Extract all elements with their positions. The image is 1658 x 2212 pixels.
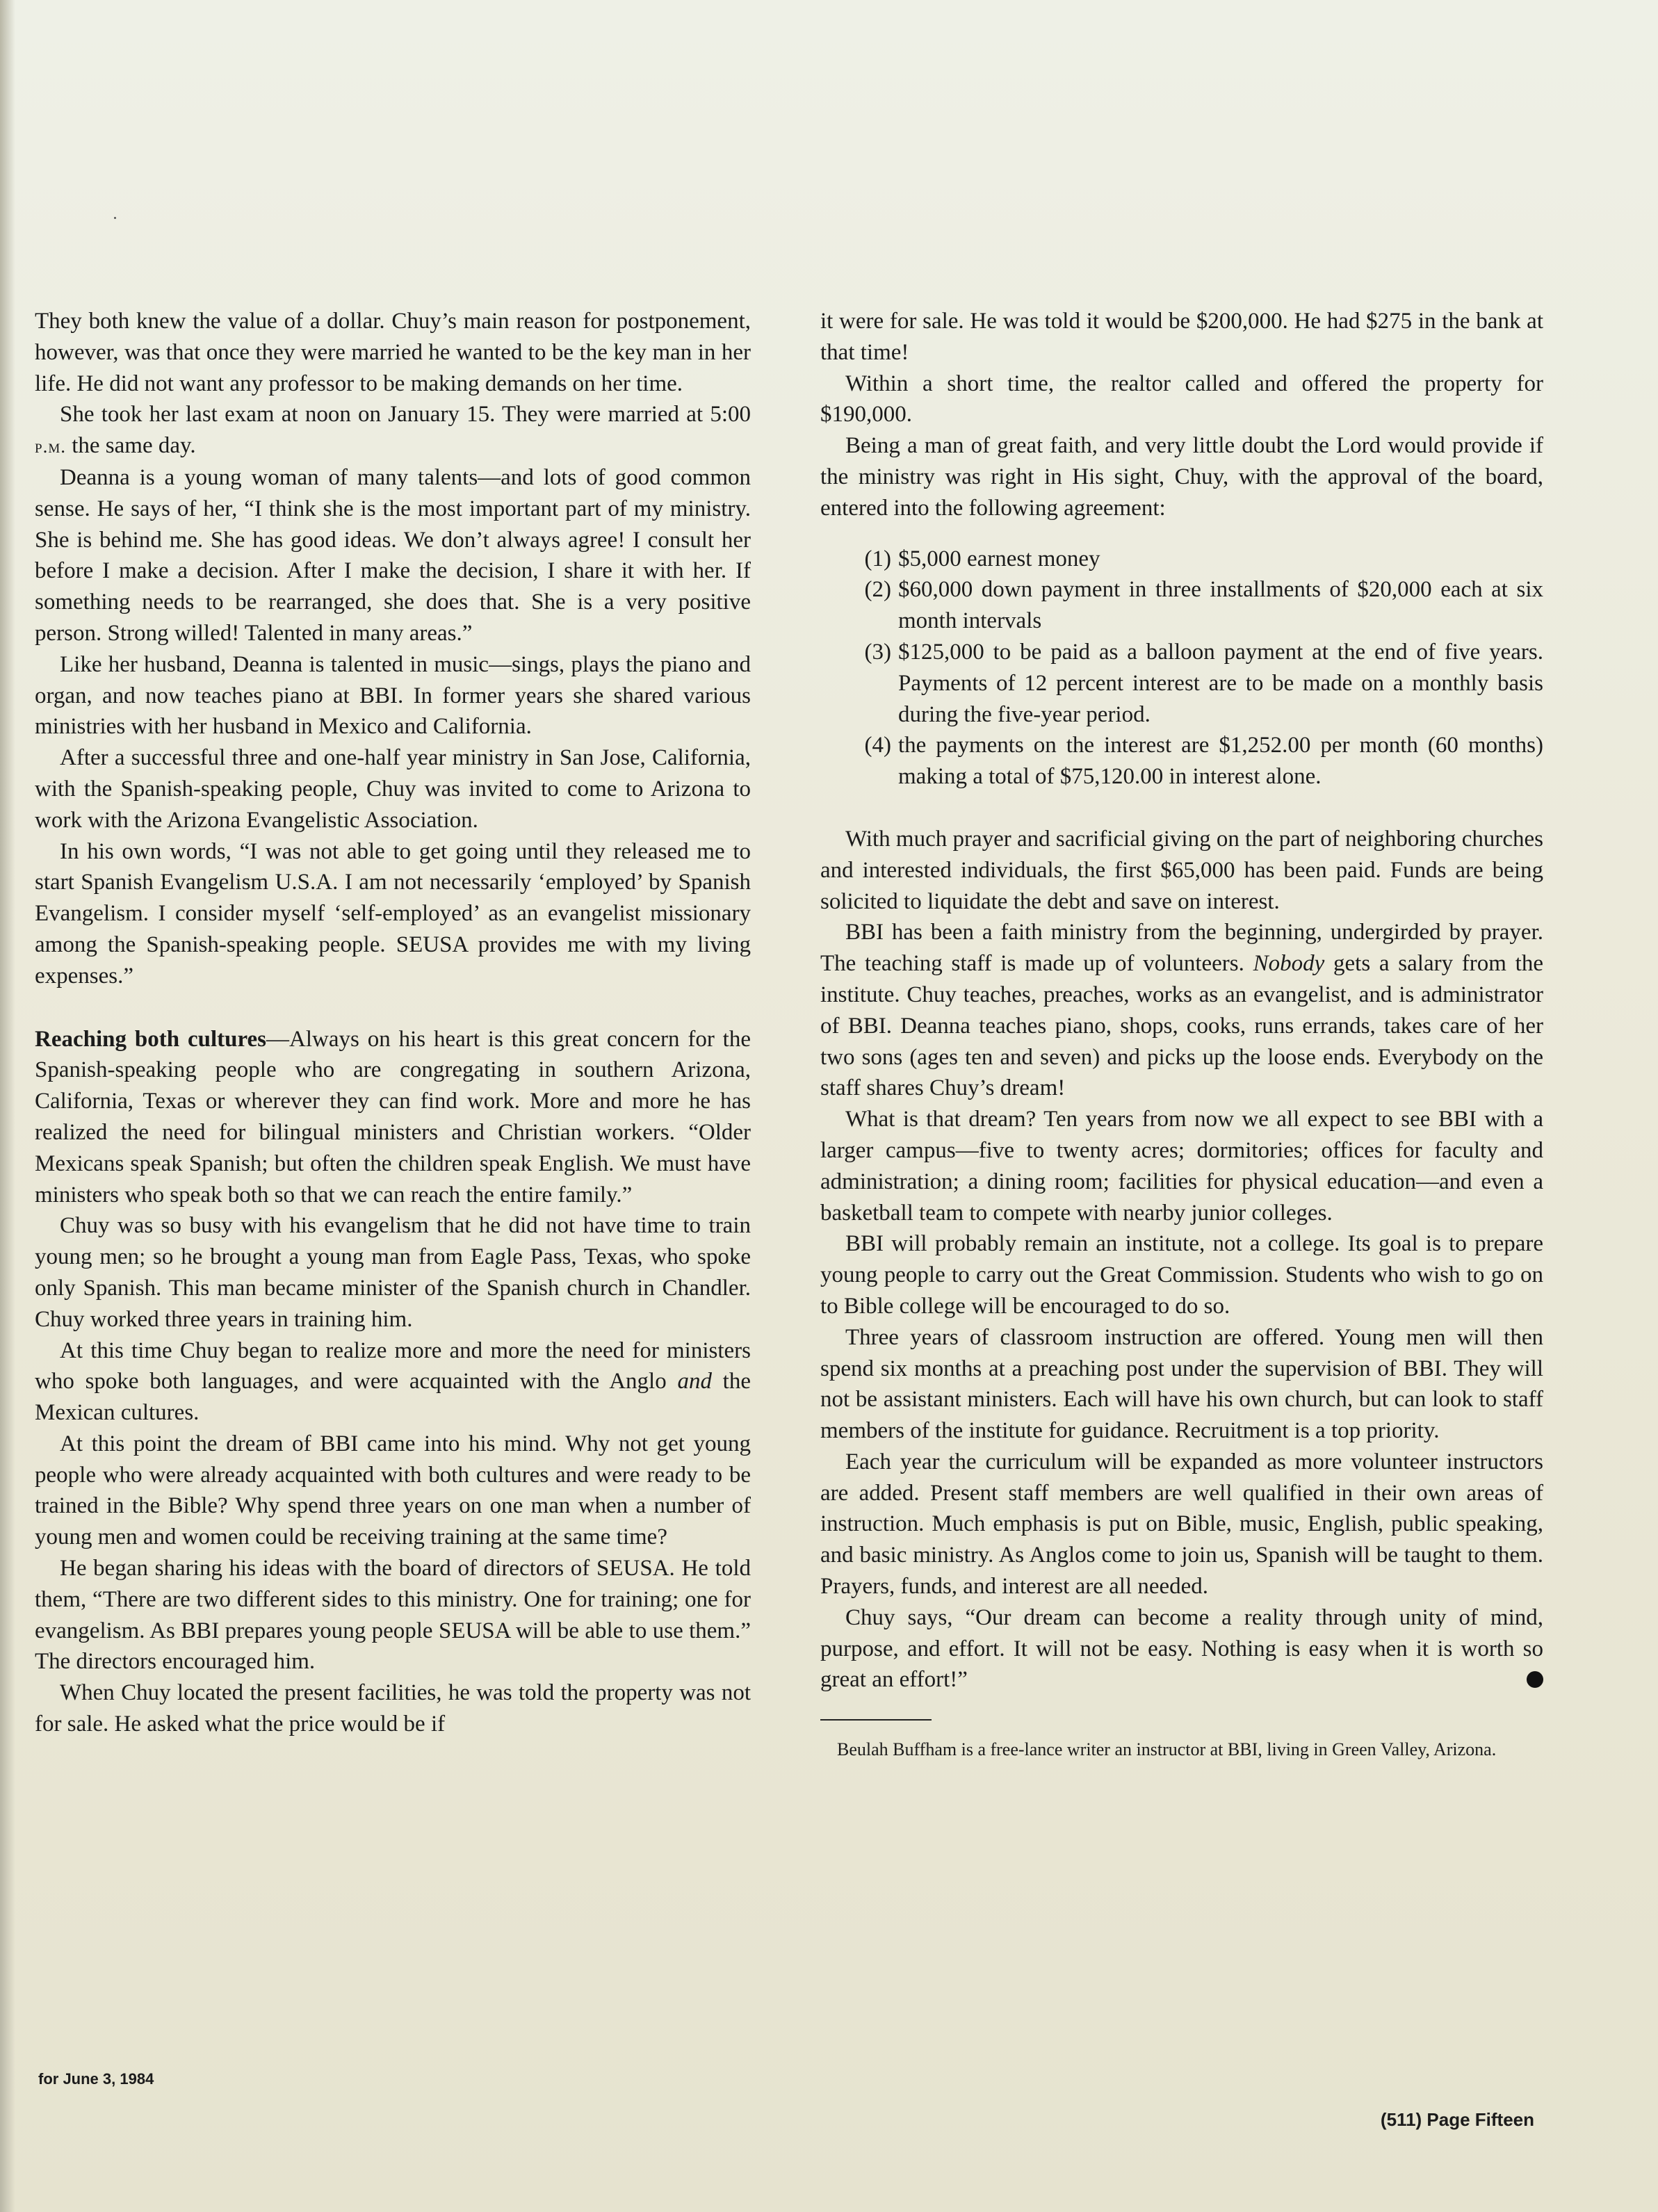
paragraph: She took her last exam at noon on January 15. They were married at 5:00 p.m. the same day.: [35, 402, 751, 459]
paragraph: BBI will probably remain an institute, not a college. Its goal is to prepare young people to carry out the Great Commission. Students who wish to go on to Bible college will be encouraged to do so.: [820, 1231, 1543, 1319]
paragraph: Chuy was so busy with his evangelism that he did not have time to train young men; so he brought a young man from Eagle Pass, Texas, who spoke only Spanish. This man became minister of the Spanish church in Chandler. Chuy worked three years in training him.: [35, 1213, 751, 1332]
page-number: (511) Page Fifteen: [1380, 2109, 1534, 2130]
paragraph: Chuy says, “Our dream can become a reality through unity of mind, purpose, and effort. It will not be easy. Nothing is easy when it is worth so great an effort!”: [820, 1604, 1543, 1693]
list-item: (4) the payments on the interest are $1,252.00 per month (60 months) making a total of $75,120.00 in interest alone.: [864, 733, 1543, 790]
footnote-rule: [820, 1719, 932, 1721]
spacer: [820, 792, 1543, 824]
paragraph: it were for sale. He was told it would be $200,000. He had $275 in the bank at that time!: [820, 309, 1543, 365]
paragraph: After a successful three and one-half year ministry in San Jose, California, with the Spanish-speaking people, Chuy was invited to come to Arizona to work with the Arizona Evangelistic Association.: [35, 745, 751, 833]
paragraph: Each year the curriculum will be expanded as more volunteer instructors are added. Present staff members are well qualified in their own areas of instruction. Much emphasis is put on Bible, music, English, public speaking, and basic ministry. As Anglos come to join us, Spanish will be taught to them. Prayers, funds, and interest are all needed.: [820, 1449, 1543, 1600]
paragraph: With much prayer and sacrificial giving on the part of neighboring churches and interested individuals, the first $65,000 has been paid. Funds are being solicited to liquidate the debt and save on interest.: [820, 826, 1543, 914]
paragraph: At this point the dream of BBI came into his mind. Why not get young people who were already acquainted with both cultures and were ready to be trained in the Bible? Why spend three years on one man when a number of young men and women could be receiving training at the same time?: [35, 1431, 751, 1550]
paragraph: In his own words, “I was not able to get going until they released me to start Spanish Evangelism U.S.A. I am not necessarily ‘employed’ by Spanish Evangelism. I consider myself ‘self-employed’ as an evangelist missionary among the Spanish-speaking people. SEUSA provides me with my living expenses.”: [35, 838, 751, 989]
paragraph: BBI has been a faith ministry from the beginning, undergirded by prayer. The teaching staff is made up of volunteers. Nobody gets a salary from the institute. Chuy teaches, preaches, works as an evangelist, and is administrator of BBI. Deanna teaches piano, shops, cooks, runs errands, takes care of her two sons (ages ten and seven) and picks up the loose ends. Everybody on the staff shares Chuy’s dream!: [820, 920, 1543, 1101]
list-item: (1) $5,000 earnest money: [864, 546, 1100, 571]
section: [35, 1024, 751, 1211]
paragraph: At this time Chuy began to realize more and more the need for ministers who spoke both languages, and were acquainted with the Anglo and the Mexican cultures.: [35, 1337, 751, 1426]
list-item: (2) $60,000 down payment in three installments of $20,000 each at six month intervals: [864, 577, 1543, 634]
paragraph: What is that dream? Ten years from now we all expect to see BBI with a larger campus—five to twenty acres; dormitories; offices for faculty and administration; a dining room; facilities for physical education—and even a basketball team to compete with nearby junior colleges.: [820, 1107, 1543, 1226]
paragraph: When Chuy located the present facilities, he was told the property was not for sale. He asked what the price would be if: [35, 1680, 751, 1737]
issue-date: for June 3, 1984: [38, 2070, 154, 2088]
paragraph: Deanna is a young woman of many talents—and lots of good common sense. He says of her, “I think she is the most important part of my ministry. She is behind me. She has good ideas. We don’t always agree! I consult her before I make a decision. After I make the decision, I share it with her. If something needs to be rearranged, she does that. She is a very positive person. Strong willed! Talented in many areas.”: [35, 464, 751, 646]
paper-speck: [114, 217, 116, 219]
paragraph: Within a short time, the realtor called and offered the property for $190,000.: [820, 371, 1543, 428]
paragraph: Being a man of great faith, and very little doubt the Lord would provide if the ministry was right in His sight, Chuy, with the approval of the board, entered into the following agreement:: [820, 433, 1543, 521]
left-column: [35, 306, 751, 1740]
paragraph: Reaching both cultures—Always on his heart is this great concern for the Spanish-speaking people who are congregating in southern Arizona, California, Texas or wherever they can find work. More and more he has realized the need for bilingual ministers and Christian workers. “Older Mexicans speak Spanish; but often the children speak English. We must have ministers who speak both so that we can reach the entire family.”: [35, 1026, 751, 1207]
author-bio: Beulah Buffham is a free-lance writer an instructor at BBI, living in Green Valley, Arizona.: [837, 1739, 1497, 1760]
right-column: [820, 306, 1543, 1762]
paragraph: Like her husband, Deanna is talented in music—sings, plays the piano and organ, and now teaches piano at BBI. In former years she shared various ministries with her husband in Mexico and California.: [35, 651, 751, 740]
agreement-list: [820, 544, 1543, 792]
paragraph: They both knew the value of a dollar. Chuy’s main reason for postponement, however, was that once they were married he wanted to be the key man in her life. He did not want any professor to be making demands on her time.: [35, 309, 751, 396]
end-mark-icon: [1527, 1671, 1543, 1688]
section-heading: Reaching both cultures: [35, 1026, 266, 1052]
list-item: (3) $125,000 to be paid as a balloon payment at the end of five years. Payments of 12 percent interest are to be made on a monthly basis during the five-year period.: [864, 639, 1543, 727]
time-abbreviation: p.m.: [35, 436, 66, 457]
binding-shadow: [0, 0, 15, 2212]
paragraph: He began sharing his ideas with the board of directors of SEUSA. He told them, “There are two different sides to this ministry. One for training; one for evangelism. As BBI prepares young people SEUSA will be able to use them.” The directors encouraged him.: [35, 1556, 751, 1675]
paragraph: Three years of classroom instruction are offered. Young men will then spend six months at a preaching post under the supervision of BBI. They will not be assistant ministers. Each will have his own church, but can look to staff members of the institute for guidance. Recruitment is a top priority.: [820, 1324, 1543, 1444]
